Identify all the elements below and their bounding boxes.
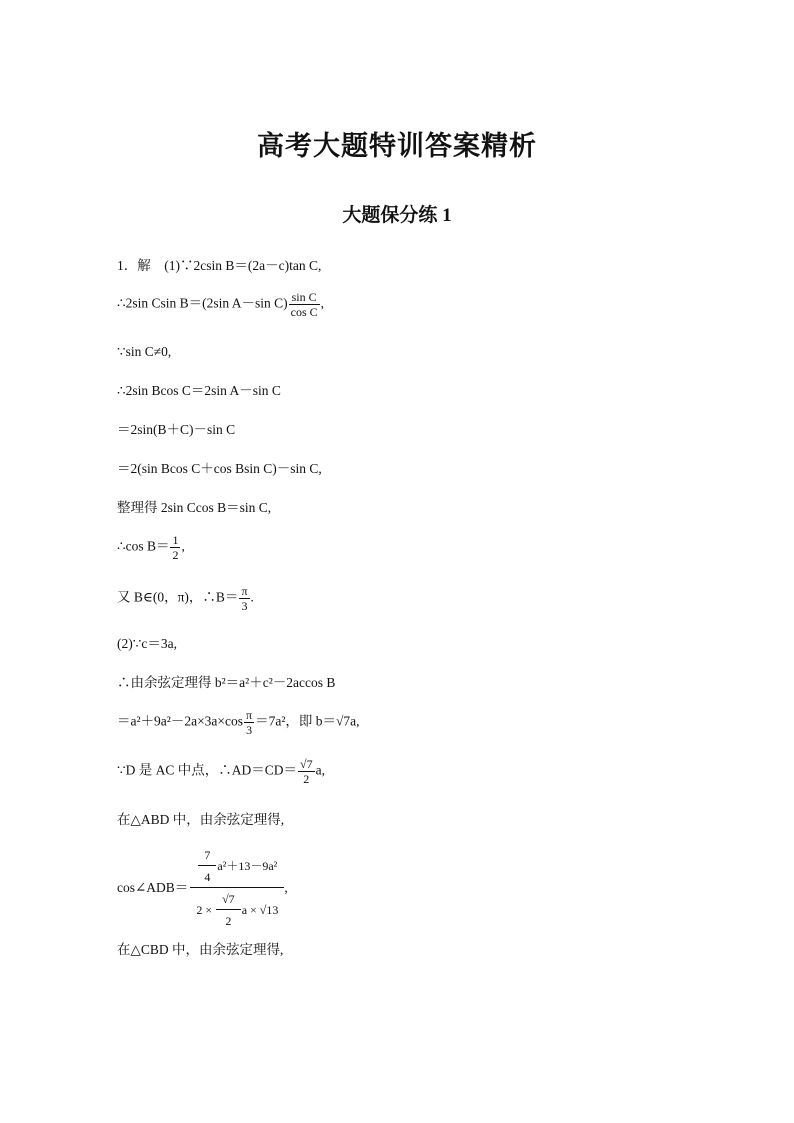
page-title: 高考大题特训答案精析 <box>257 131 537 161</box>
fraction-pi-over-3: $\frac{\pi}{3}$ <box>241 584 248 613</box>
solution-line-2: ∴2sin Csin B＝(2sin A－sin C) $\frac{\text{sin C}}{\text{cos C}}$ , <box>117 290 324 319</box>
solution-line-11: ∴由余弦定理得 b²＝a²＋c²－2accos B <box>117 675 336 690</box>
solution-line-16: 在△CBD 中，由余弦定理得, <box>117 942 284 957</box>
fraction-sqrt7-over-2: $\frac{√7}{2}$ <box>299 757 313 786</box>
solution-line-8: ∴cos B＝ $\frac{1}{2}$ , <box>117 533 185 562</box>
solution-line-3: ∵sin C≠0, <box>117 344 172 359</box>
solution-line-5: ＝2sin(B＋C)－sin C <box>117 422 236 437</box>
fraction-pi-over-3-b: $\frac{\pi}{3}$ <box>246 708 253 737</box>
solution-line-10: (2)∵c＝3a, <box>117 636 177 651</box>
solution-line-13: ∵D 是 AC 中点，∴AD＝CD＝ $\frac{√7}{2}$ a, <box>117 757 325 786</box>
section-subtitle: 大题保分练 1 <box>342 205 452 226</box>
solution-line-14: 在△ABD 中，由余弦定理得, <box>117 812 285 827</box>
solution-line-6: ＝2(sin Bcos C＋cos Bsin C)－sin C, <box>117 461 322 476</box>
solution-line-12: ＝a²＋9a²－2a×3a×cos $\frac{\pi}{3}$ ＝7a²，即 b＝√7a, <box>117 708 360 737</box>
cos-adb-denominator: 2 × $\frac{√7}{2}$ a × √13 <box>190 887 284 928</box>
fraction-one-half: $\frac{1}{2}$ <box>172 533 179 562</box>
solution-line-15: cos∠ADB＝ $\frac{7}{4}$ a²＋13－9a² 2 × $\frac{√7}{2}$ a × √13 , <box>117 848 288 928</box>
cos-adb-numerator: $\frac{7}{4}$ a²＋13－9a² <box>190 848 284 887</box>
fraction-sinC-over-cosC: $\frac{\text{sin C}}{\text{cos C}}$ <box>290 290 318 319</box>
solution-line-7: 整理得 2sin Ccos B＝sin C, <box>117 500 272 515</box>
fraction-cos-adb <box>190 848 284 928</box>
solution-line-1: 1．解 (1)∵2csin B＝(2a－c)tan C, <box>117 258 322 273</box>
solution-line-4: ∴2sin Bcos C＝2sin A－sin C <box>117 383 281 398</box>
solution-line-9: 又 B∈(0，π)，∴B＝ $\frac{\pi}{3}$ . <box>117 584 254 613</box>
